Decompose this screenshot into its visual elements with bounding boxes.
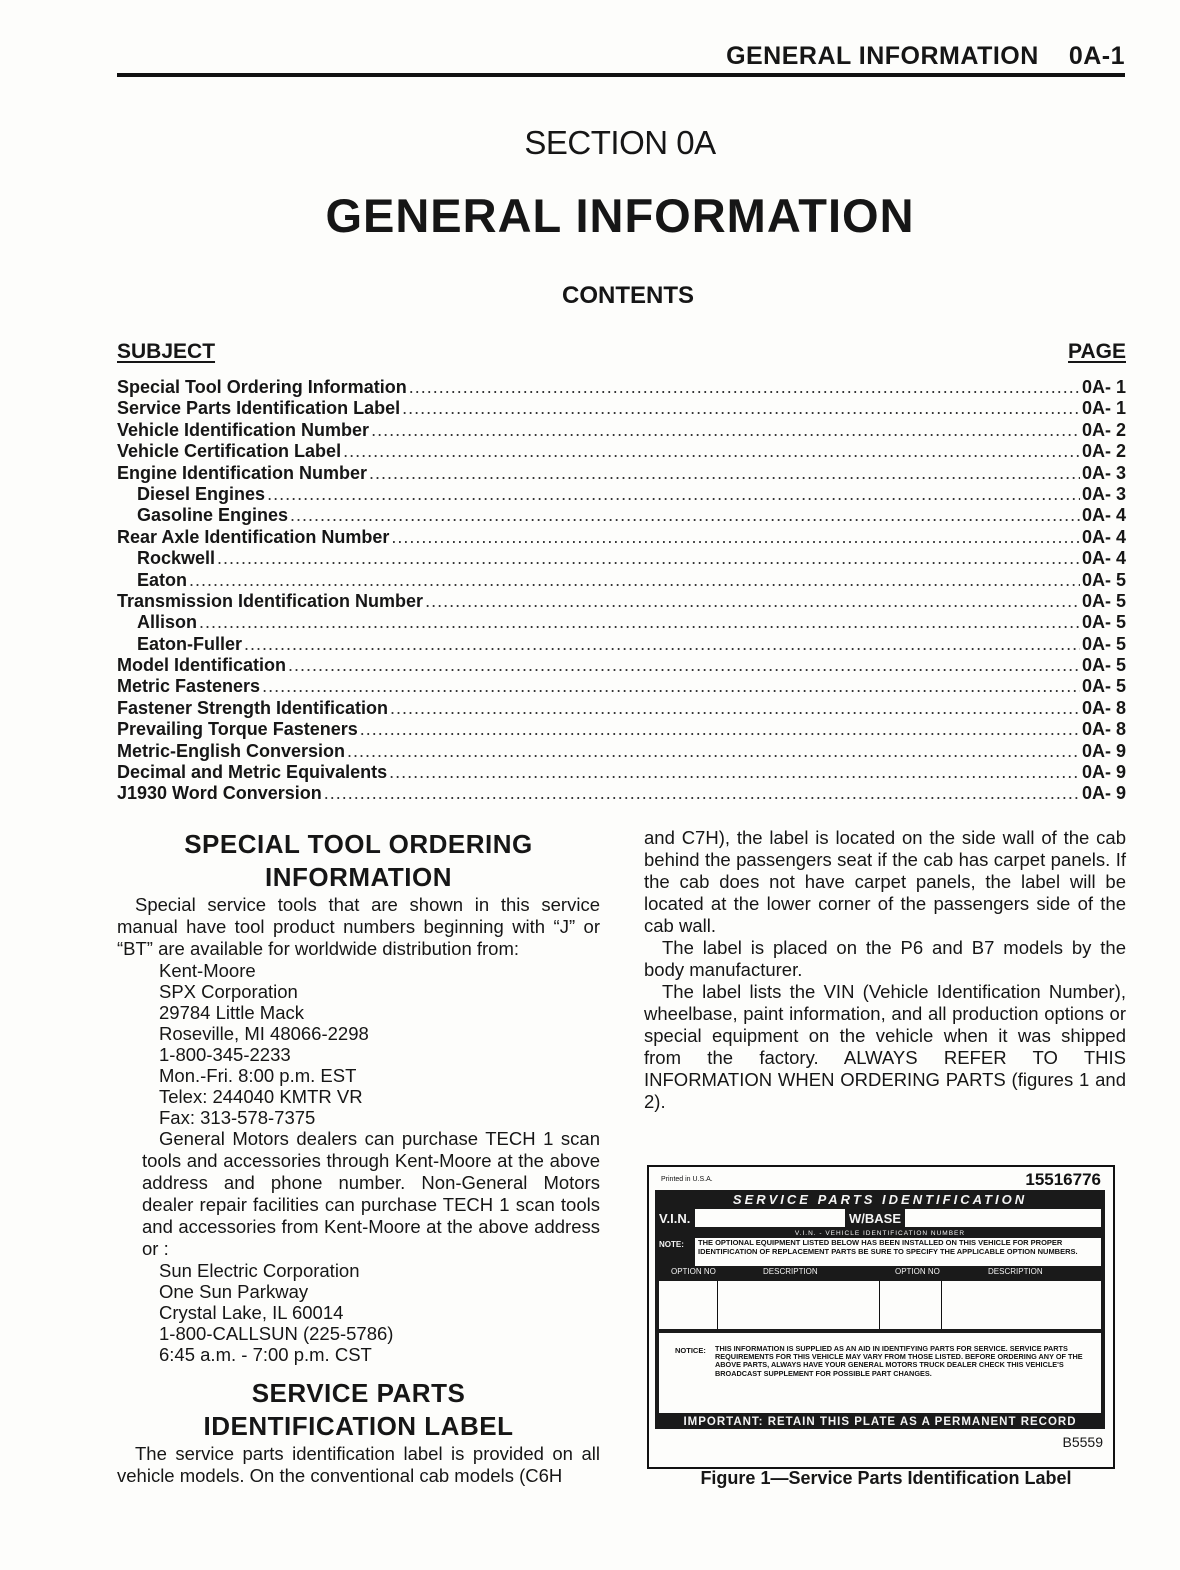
toc-leader-dots	[288, 655, 1080, 676]
toc-entry-page: 0A- 1	[1081, 377, 1126, 397]
toc-leader-dots	[262, 676, 1080, 697]
toc-entry-page: 0A- 9	[1081, 783, 1126, 804]
address-line: Fax: 313-578-7375	[159, 1107, 316, 1128]
label-plate	[655, 1170, 1105, 1429]
note-label: NOTE:	[659, 1240, 684, 1249]
vin-row	[655, 1209, 1105, 1229]
toc-entry	[117, 676, 1126, 697]
left-column	[117, 828, 600, 1487]
label-title: SERVICE PARTS IDENTIFICATION	[732, 1192, 1028, 1207]
vin-caption: V.I.N. - VEHICLE IDENTIFICATION NUMBER	[794, 1230, 966, 1237]
toc-entry-title: Rear Axle Identification Number	[117, 526, 390, 547]
toc-leader-dots	[324, 783, 1080, 804]
wbase-label: W/BASE	[849, 1211, 901, 1226]
toc-entry	[117, 377, 1126, 398]
toc-entry-page: 0A- 4	[1081, 505, 1126, 526]
notice-text: THIS INFORMATION IS SUPPLIED AS AN AID IN IDENTIFYING PARTS FOR SERVICE. SERVICE PARTS REQUIREMENTS FOR THIS VEHICLE MAY VARY FROM THOSE LISTED. BEFORE ORDERING ANY OF THE ABOVE PARTS, ALWAYS HAVE YOUR GENERAL MOTORS TRUCK DEALER CHECK THIS VEHICLE'S BROADCAST SUPPLEMENT FOR POSSIBLE PART CHANGES.	[715, 1344, 1083, 1378]
toc-entry	[117, 398, 1126, 419]
service-parts-heading-line1: SERVICE PARTS	[251, 1378, 466, 1408]
toc-entry-title: Eaton	[137, 569, 188, 590]
notice-label: NOTICE:	[675, 1346, 706, 1355]
toc-header	[117, 340, 1126, 370]
section-number: SECTION 0A	[524, 124, 716, 161]
service-parts-para1: The service parts identification label is provided on all vehicle models. On the conventional cab models (C6H	[117, 1443, 600, 1486]
toc-leader-dots	[391, 527, 1080, 548]
toc-entry	[117, 741, 1126, 762]
toc-subject-label: SUBJECT	[117, 340, 216, 363]
toc-entry	[117, 505, 1126, 526]
toc-page-label: PAGE	[1068, 340, 1126, 363]
address-line: Mon.-Fri. 8:00 p.m. EST	[159, 1065, 357, 1086]
toc-entry-page: 0A- 8	[1081, 697, 1126, 718]
toc-entry-title: Service Parts Identification Label	[117, 398, 401, 419]
toc-leader-dots	[360, 719, 1080, 740]
toc-entry-title: Rockwell	[137, 548, 216, 569]
address-line: One Sun Parkway	[159, 1281, 309, 1302]
toc-leader-dots	[390, 698, 1080, 719]
toc-entry	[117, 762, 1126, 783]
important-banner: IMPORTANT: RETAIN THIS PLATE AS A PERMANENT RECORD	[683, 1416, 1077, 1428]
toc-entry-page: 0A- 5	[1081, 590, 1126, 611]
address-line: Telex: 244040 KMTR VR	[159, 1086, 363, 1107]
service-parts-para3: The label lists the VIN (Vehicle Identification Number), wheelbase, paint information, and all production options or special equipment on the vehicle when it was shipped from the factory. ALWAYS REFER TO THIS INFORMATION WHEN ORDERING PARTS (figures 1 and 2).	[644, 981, 1126, 1112]
toc-leader-dots	[402, 398, 1080, 419]
toc-leader-dots	[347, 741, 1080, 762]
toc-entry	[117, 634, 1126, 655]
toc-leader-dots	[343, 441, 1080, 462]
toc-entry-page: 0A- 5	[1081, 612, 1126, 633]
toc-entry-title: Vehicle Identification Number	[117, 419, 370, 440]
address-line: 29784 Little Mack	[159, 1002, 305, 1023]
right-column	[644, 827, 1126, 1113]
special-tool-heading	[117, 828, 600, 894]
toc-leader-dots	[425, 591, 1080, 612]
col-description-1: DESCRIPTION	[763, 1267, 818, 1276]
running-header	[117, 42, 1125, 77]
toc-entry	[117, 655, 1126, 676]
toc-entry-title: Vehicle Certification Label	[117, 441, 342, 462]
sun-electric-address	[117, 1260, 600, 1365]
toc-entry	[117, 420, 1126, 441]
toc-entry-page: 0A- 2	[1081, 441, 1126, 462]
toc-leader-dots	[290, 505, 1080, 526]
col-description-2: DESCRIPTION	[988, 1267, 1043, 1276]
toc-entry-title: Allison	[137, 612, 198, 633]
vin-label: V.I.N.	[659, 1211, 691, 1226]
vin-box	[695, 1209, 845, 1227]
toc-entry	[117, 570, 1126, 591]
note-text: THE OPTIONAL EQUIPMENT LISTED BELOW HAS BEEN INSTALLED ON THIS VEHICLE FOR PROPER IDENTIFICATION OF REPLACEMENT PARTS BE SURE TO SPECIFY THE APPLICABLE OPTION NUMBERS.	[695, 1238, 1101, 1266]
wbase-box	[905, 1209, 1101, 1227]
header-page-number: 0A-1	[1068, 42, 1125, 70]
toc-entry-page: 0A- 9	[1081, 762, 1126, 783]
toc-entry-title: J1930 Word Conversion	[117, 783, 322, 804]
address-line: Roseville, MI 48066-2298	[159, 1023, 369, 1044]
col-option-2: OPTION NO	[895, 1267, 940, 1276]
address-line: Kent-Moore	[159, 960, 256, 981]
col-option-1: OPTION NO	[671, 1267, 716, 1276]
toc-entry	[117, 441, 1126, 462]
address-line: 1-800-CALLSUN (225-5786)	[159, 1323, 394, 1344]
toc-leader-dots	[244, 634, 1080, 655]
options-grid	[659, 1281, 1101, 1329]
header-section-title: GENERAL INFORMATION	[726, 42, 1039, 70]
toc-entry-title: Model Identification	[117, 655, 286, 676]
toc-entry-page: 0A- 4	[1081, 526, 1126, 547]
toc-leader-dots	[369, 463, 1080, 484]
toc-entry-title: Fastener Strength Identification	[117, 697, 389, 718]
toc-entry-page: 0A- 5	[1081, 569, 1126, 590]
toc-entry	[117, 698, 1126, 719]
toc-leader-dots	[371, 420, 1080, 441]
toc-leader-dots	[389, 762, 1080, 783]
toc-entry-page: 0A- 2	[1081, 419, 1126, 440]
special-tool-heading-line1: SPECIAL TOOL ORDERING	[184, 829, 533, 859]
address-line: 1-800-345-2233	[159, 1044, 291, 1065]
figure-code: B5559	[1062, 1434, 1103, 1450]
toc-entry-page: 0A- 5	[1081, 676, 1126, 697]
address-line: SPX Corporation	[159, 981, 298, 1002]
toc-entry-page: 0A- 5	[1081, 655, 1126, 676]
dealers-paragraph: General Motors dealers can purchase TECH 1 scan tools and accessories through Kent-Moore at the above address and phone number. Non-General Motors dealer repair facilities can purchase TECH 1 scan tools and accessories from Kent-Moore at the above address or :	[142, 1128, 600, 1259]
toc-entry-page: 0A- 4	[1081, 548, 1126, 569]
table-of-contents	[117, 377, 1126, 805]
toc-entry-page: 0A- 5	[1081, 633, 1126, 654]
printed-in-text: Printed in U.S.A.	[661, 1176, 713, 1183]
service-parts-label-figure	[647, 1165, 1115, 1469]
toc-entry	[117, 591, 1126, 612]
service-parts-para2: The label is placed on the P6 and B7 models by the body manufacturer.	[644, 937, 1126, 980]
toc-entry	[117, 527, 1126, 548]
kent-moore-address	[117, 960, 600, 1128]
label-part-number: 15516776	[1025, 1170, 1101, 1189]
address-line: Sun Electric Corporation	[159, 1260, 360, 1281]
address-line: 6:45 a.m. - 7:00 p.m. CST	[159, 1344, 372, 1365]
toc-entry-title: Decimal and Metric Equivalents	[117, 762, 388, 783]
toc-entry-page: 0A- 1	[1081, 398, 1126, 419]
service-parts-heading-line2: IDENTIFICATION LABEL	[203, 1411, 514, 1441]
toc-entry	[117, 783, 1126, 804]
toc-entry-title: Metric-English Conversion	[117, 740, 346, 761]
notice-box	[659, 1333, 1101, 1413]
toc-entry-title: Prevailing Torque Fasteners	[117, 719, 358, 740]
toc-entry	[117, 612, 1126, 633]
toc-entry-title: Gasoline Engines	[137, 505, 289, 526]
address-line: Crystal Lake, IL 60014	[159, 1302, 344, 1323]
special-tool-intro: Special service tools that are shown in this service manual have tool product numbers beginning with “J” or “BT” are available for worldwide distribution from:	[117, 894, 600, 959]
toc-entry-title: Eaton-Fuller	[137, 633, 243, 654]
special-tool-heading-line2: INFORMATION	[265, 862, 452, 892]
toc-entry	[117, 484, 1126, 505]
toc-entry-page: 0A- 9	[1081, 740, 1126, 761]
toc-entry-title: Transmission Identification Number	[117, 590, 424, 611]
toc-entry-page: 0A- 8	[1081, 719, 1126, 740]
toc-leader-dots	[409, 377, 1080, 398]
toc-entry-page: 0A- 3	[1081, 462, 1126, 483]
figure-caption: Figure 1—Service Parts Identification Label	[700, 1468, 1072, 1488]
contents-heading: CONTENTS	[562, 282, 694, 309]
toc-entry-title: Special Tool Ordering Information	[117, 377, 407, 397]
toc-entry	[117, 548, 1126, 569]
toc-leader-dots	[217, 548, 1080, 569]
toc-entry	[117, 719, 1126, 740]
toc-leader-dots	[189, 570, 1080, 591]
toc-entry-title: Engine Identification Number	[117, 462, 368, 483]
toc-entry-title: Metric Fasteners	[117, 676, 261, 697]
toc-leader-dots	[199, 612, 1080, 633]
toc-leader-dots	[267, 484, 1080, 505]
toc-entry-page: 0A- 3	[1081, 483, 1126, 504]
service-parts-para1-continued: and C7H), the label is located on the side wall of the cab behind the passengers seat if the cab has carpet panels. If the cab does not have carpet panels, the label will be located at the lower corner of the passengers side of the cab wall.	[644, 827, 1126, 936]
service-parts-heading	[117, 1377, 600, 1443]
toc-entry	[117, 463, 1126, 484]
page-title: GENERAL INFORMATION	[325, 189, 915, 242]
toc-entry-title: Diesel Engines	[137, 483, 266, 504]
